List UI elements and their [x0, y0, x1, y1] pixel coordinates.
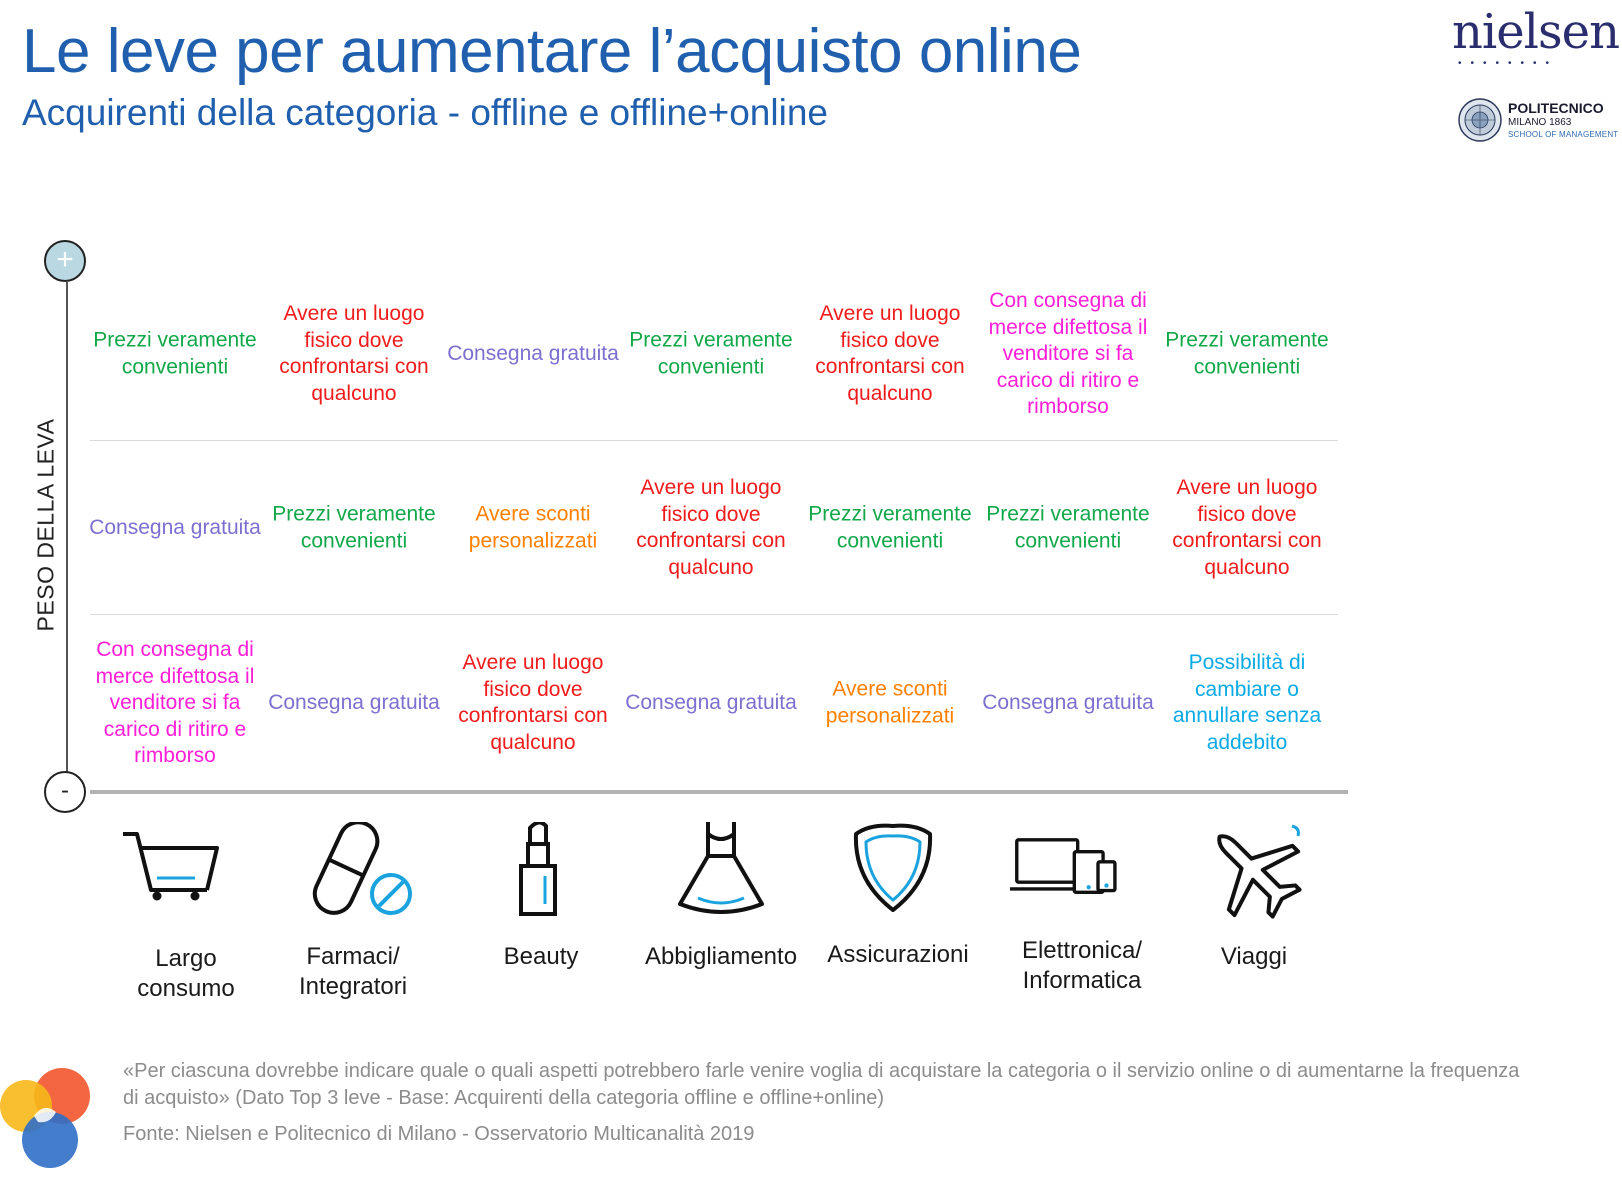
axis-minus-marker: -: [44, 771, 86, 813]
politecnico-school: SCHOOL OF MANAGEMENT: [1508, 130, 1619, 139]
lever-cell: Avere sconti personalizzati: [825, 677, 955, 727]
lever-cell: Con consegna di merce difettosa il venditore si fa carico di ritiro e rimborso: [95, 637, 255, 767]
airplane-icon: [1200, 822, 1310, 922]
lever-cell: Consegna gratuita: [447, 341, 619, 365]
lever-cell: Con consegna di merce difettosa il venditore si fa carico di ritiro e rimborso: [988, 288, 1148, 418]
lever-cell: Avere un luogo fisico dove confrontarsi con qualcuno: [815, 302, 965, 405]
lever-cell: Prezzi veramente convenienti: [629, 328, 793, 378]
nielsen-logo: nielsen: [1452, 4, 1619, 60]
footer-quote: «Per ciascuna dovrebbe indicare quale o quali aspetti potrebbero farle venire voglia di acquistare la categoria o il servizio online o di aumentarne la frequenza di acquisto» (Dato Top 3 leve - Base: Acquirenti della categoria offline e offline+online): [123, 1060, 1520, 1109]
row-divider: [90, 614, 1338, 615]
lever-cell: Avere un luogo fisico dove confrontarsi con qualcuno: [279, 302, 429, 405]
lever-cell: Consegna gratuita: [982, 690, 1154, 714]
politecnico-name: POLITECNICO: [1508, 100, 1604, 116]
politecnico-seal-icon: [1458, 98, 1502, 142]
dress-icon: [666, 822, 776, 922]
category-label-viaggi: Viaggi: [1220, 943, 1288, 970]
page-subtitle: Acquirenti della categoria - offline e offline+online: [22, 92, 828, 133]
lever-cell: Consegna gratuita: [268, 690, 440, 714]
axis-line: [66, 282, 68, 782]
category-label-farmaci: Farmaci/ Integratori: [298, 943, 408, 1000]
devices-icon: [1010, 822, 1120, 922]
row-divider: [90, 440, 1338, 441]
category-label-beauty: Beauty: [503, 943, 579, 970]
footer-source: Fonte: Nielsen e Politecnico di Milano - Osservatorio Multicanalità 2019: [123, 1123, 755, 1145]
category-label-largo-consumo: Largo consumo: [137, 945, 235, 1002]
lever-cell: Consegna gratuita: [89, 515, 261, 539]
lever-cell: Prezzi veramente convenienti: [986, 502, 1150, 552]
lever-cell: Prezzi veramente convenienti: [93, 328, 257, 378]
lever-cell: Prezzi veramente convenienti: [1165, 328, 1329, 378]
nielsen-logo-dots: ••••••••: [1458, 58, 1559, 69]
shield-icon: [838, 822, 948, 922]
lever-cell: Avere sconti personalizzati: [468, 502, 598, 552]
category-label-assicurazioni: Assicurazioni: [827, 941, 969, 968]
axis-label: PESO DELLA LEVA: [32, 418, 59, 632]
politecnico-city: MILANO 1863: [1508, 117, 1572, 128]
page-title: Le leve per aumentare l’acquisto online: [22, 17, 1082, 86]
lever-cell: Avere un luogo fisico dove confrontarsi con qualcuno: [1172, 476, 1322, 579]
lever-cell: Prezzi veramente convenienti: [808, 502, 972, 552]
baseline: [90, 790, 1348, 794]
pill-icon: [305, 822, 415, 922]
lipstick-icon: [483, 822, 593, 922]
lever-cell: Possibilità di cambiare o annullare senza addebito: [1172, 651, 1322, 754]
shopping-cart-icon: [115, 822, 225, 922]
lever-cell: Avere un luogo fisico dove confrontarsi con qualcuno: [636, 476, 786, 579]
axis-plus-marker: +: [44, 240, 86, 282]
lever-cell: Consegna gratuita: [625, 690, 797, 714]
lever-cell: Avere un luogo fisico dove confrontarsi con qualcuno: [458, 651, 608, 754]
decorative-circles-logo: [0, 1066, 100, 1170]
lever-cell: Prezzi veramente convenienti: [272, 502, 436, 552]
category-label-abbigliamento: Abbigliamento: [644, 943, 798, 970]
category-label-elettronica: Elettronica/ Informatica: [1021, 937, 1143, 994]
